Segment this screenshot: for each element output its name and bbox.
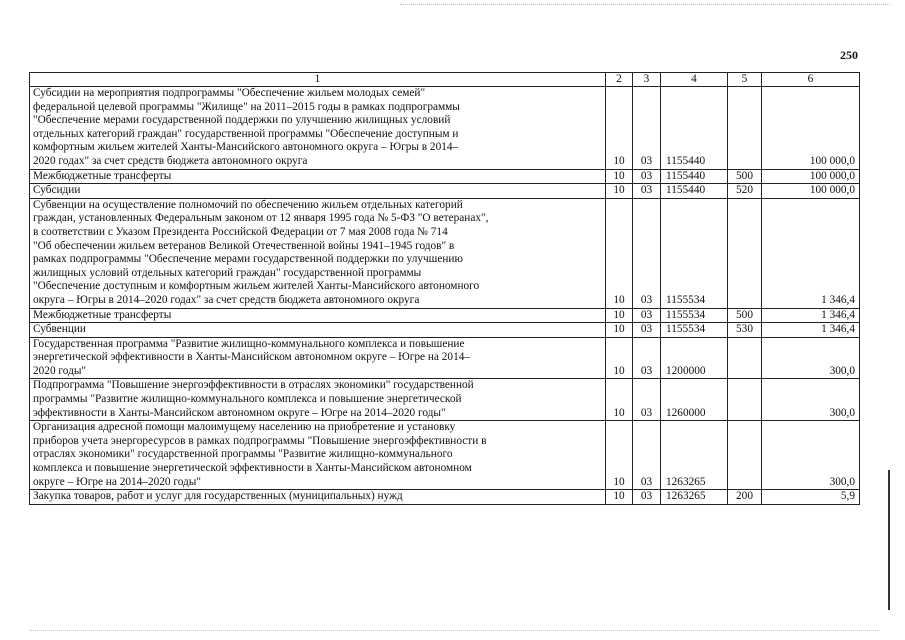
target-article-code: 1155440 <box>661 87 728 170</box>
row-description: Подпрограмма "Повышение энергоэффективности в отраслях экономики" государственной программы "Развитие жилищно-коммунального комплекса и повышение энергетической эффективности в Ханты-Мансийском автономном округе – Югре на 2014–2020 годы" <box>30 379 606 421</box>
section-code: 10 <box>606 421 633 490</box>
table-row <box>30 87 860 170</box>
table-row <box>30 323 860 338</box>
table-row <box>30 198 860 308</box>
amount: 5,9 <box>762 490 860 505</box>
scan-edge-line <box>888 470 890 610</box>
section-code: 10 <box>606 169 633 184</box>
amount: 300,0 <box>762 379 860 421</box>
section-code: 10 <box>606 323 633 338</box>
table-row <box>30 421 860 490</box>
subsection-code: 03 <box>633 379 661 421</box>
target-article-code: 1155440 <box>661 184 728 199</box>
row-description: Закупка товаров, работ и услуг для государственных (муниципальных) нужд <box>30 490 606 505</box>
row-description: Государственная программа "Развитие жилищно-коммунального комплекса и повышение энергетической эффективности в Ханты-Мансийском автономном округе – Югре на 2014– 2020 годы" <box>30 337 606 379</box>
target-article-code: 1263265 <box>661 490 728 505</box>
subsection-code: 03 <box>633 421 661 490</box>
expense-type-code: 500 <box>728 169 762 184</box>
row-description: Организация адресной помощи малоимущему населению на приобретение и установку приборов учета энергоресурсов в рамках подпрограммы "Повышение энергоэффективности в отраслях экономики" государственной программы "Развитие жилищно-коммунального комплекса и повышение энергетической эффективности в Ханты-Мансийском автономном округе – Югре на 2014–2020 годы" <box>30 421 606 490</box>
expense-type-code <box>728 198 762 308</box>
amount: 300,0 <box>762 421 860 490</box>
subsection-code: 03 <box>633 490 661 505</box>
amount: 300,0 <box>762 337 860 379</box>
scan-noise-bottom <box>30 630 880 632</box>
row-description: Субсидии на мероприятия подпрограммы "Обеспечение жильем молодых семей" федеральной целевой программы "Жилище" на 2011–2015 годы в рамках подпрограммы "Обеспечение мерами государственной поддержки по улучшению жилищных условий отдельных категорий граждан" государственной программы "Обеспечение доступным и комфортным жильем жителей Ханты-Мансийского автономного округа – Югры в 2014– 2020 годах" за счет средств бюджета автономного округа <box>30 87 606 170</box>
expense-type-code: 500 <box>728 308 762 323</box>
expense-type-code <box>728 421 762 490</box>
target-article-code: 1263265 <box>661 421 728 490</box>
subsection-code: 03 <box>633 87 661 170</box>
column-header: 4 <box>661 73 728 87</box>
column-header: 1 <box>30 73 606 87</box>
target-article-code: 1155440 <box>661 169 728 184</box>
page-number: 250 <box>840 48 858 62</box>
row-description: Субвенции на осуществление полномочий по обеспечению жильем отдельных категорий граждан, установленных Федеральным законом от 12 января 1995 года № 5-ФЗ "О ветеранах", в соответствии с Указом Президента Российской Федерации от 7 мая 2008 года № 714 "Об обеспечении жильем ветеранов Великой Отечественной войны 1941–1945 годов" в рамках подпрограммы "Обеспечение мерами государственной поддержки по улучшению жилищных условий отдельных категорий граждан" государственной программы "Обеспечение доступным и комфортным жильем жителей Ханты-Мансийского автономного округа – Югры в 2014–2020 годах" за счет средств бюджета автономного округа <box>30 198 606 308</box>
scan-noise-top <box>400 4 890 6</box>
expense-type-code <box>728 337 762 379</box>
expense-type-code: 520 <box>728 184 762 199</box>
target-article-code: 1155534 <box>661 323 728 338</box>
subsection-code: 03 <box>633 184 661 199</box>
table-row <box>30 490 860 505</box>
target-article-code: 1155534 <box>661 198 728 308</box>
target-article-code: 1260000 <box>661 379 728 421</box>
section-code: 10 <box>606 379 633 421</box>
table-header-row <box>30 73 860 87</box>
column-header: 3 <box>633 73 661 87</box>
section-code: 10 <box>606 87 633 170</box>
subsection-code: 03 <box>633 323 661 338</box>
row-description: Субвенции <box>30 323 606 338</box>
expense-type-code: 200 <box>728 490 762 505</box>
amount: 1 346,4 <box>762 198 860 308</box>
section-code: 10 <box>606 337 633 379</box>
subsection-code: 03 <box>633 308 661 323</box>
amount: 1 346,4 <box>762 323 860 338</box>
table-row <box>30 169 860 184</box>
subsection-code: 03 <box>633 337 661 379</box>
target-article-code: 1155534 <box>661 308 728 323</box>
column-header: 2 <box>606 73 633 87</box>
table-row <box>30 337 860 379</box>
section-code: 10 <box>606 184 633 199</box>
expense-type-code: 530 <box>728 323 762 338</box>
table-row <box>30 379 860 421</box>
table-row <box>30 184 860 199</box>
column-header: 5 <box>728 73 762 87</box>
section-code: 10 <box>606 490 633 505</box>
row-description: Межбюджетные трансферты <box>30 169 606 184</box>
amount: 100 000,0 <box>762 169 860 184</box>
subsection-code: 03 <box>633 169 661 184</box>
row-description: Межбюджетные трансферты <box>30 308 606 323</box>
section-code: 10 <box>606 308 633 323</box>
column-header: 6 <box>762 73 860 87</box>
amount: 100 000,0 <box>762 87 860 170</box>
table-row <box>30 308 860 323</box>
budget-table <box>29 72 860 505</box>
section-code: 10 <box>606 198 633 308</box>
amount: 1 346,4 <box>762 308 860 323</box>
target-article-code: 1200000 <box>661 337 728 379</box>
expense-type-code <box>728 379 762 421</box>
expense-type-code <box>728 87 762 170</box>
row-description: Субсидии <box>30 184 606 199</box>
subsection-code: 03 <box>633 198 661 308</box>
amount: 100 000,0 <box>762 184 860 199</box>
